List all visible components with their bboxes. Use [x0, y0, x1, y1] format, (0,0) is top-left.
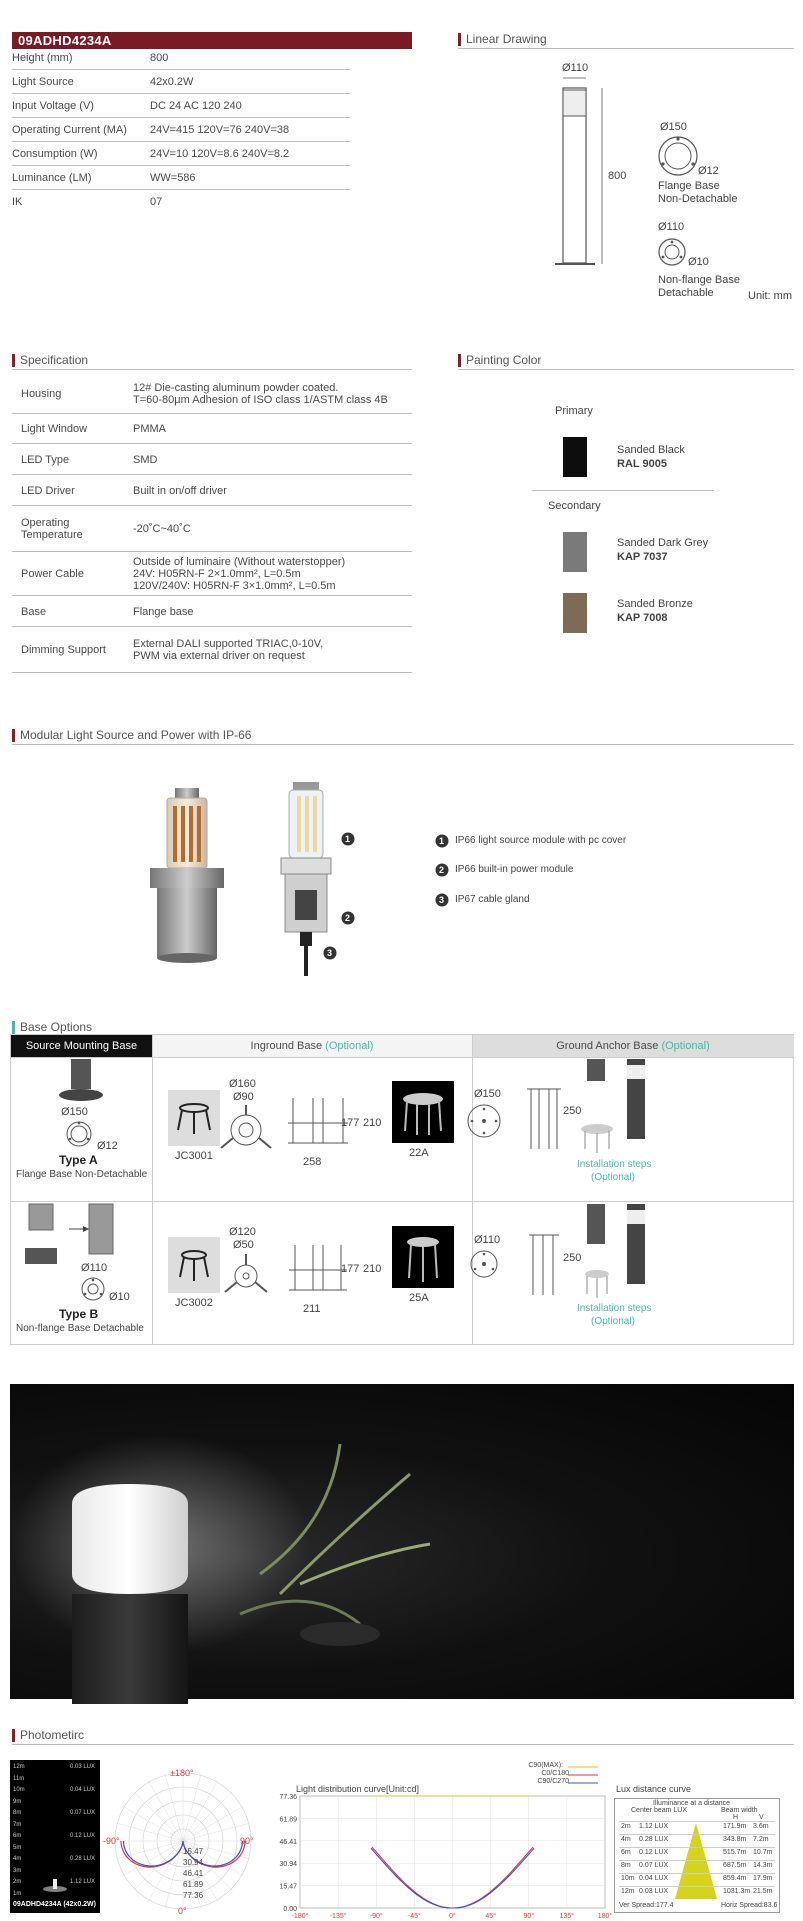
- polar-spoke: [115, 1823, 183, 1841]
- jc3001-dim2: Ø90: [233, 1091, 254, 1103]
- anchor-22a-code: 22A: [409, 1147, 429, 1159]
- header-text: Ground Anchor Base: [556, 1040, 662, 1052]
- y-tick-label: 30.94: [279, 1861, 297, 1869]
- installation-optional-label: (Optional): [591, 1316, 635, 1327]
- primary-label: Primary: [555, 405, 593, 417]
- ladder-distance: 7m: [13, 1821, 22, 1828]
- beam-h: 687.5m: [723, 1862, 747, 1869]
- swatch-dark-grey: [563, 532, 587, 572]
- beam-h: 515.7m: [723, 1849, 747, 1856]
- divider: [12, 369, 412, 370]
- module-item-label: IP66 built-in power module: [455, 864, 574, 875]
- type-a-flange-icon: [64, 1119, 94, 1149]
- spec-row: [12, 596, 412, 627]
- jc3001-h1: 177: [341, 1117, 360, 1129]
- curve-legend-swatch: [568, 1772, 598, 1778]
- curve-legend-label: C90(MAX):: [528, 1762, 563, 1769]
- beam-h: 1031.3m: [723, 1888, 751, 1895]
- module-item-number: 3: [439, 895, 445, 905]
- header-inground: [152, 1035, 472, 1057]
- ladder-distance: 9m: [13, 1798, 22, 1805]
- lux-row-line: [619, 1886, 775, 1887]
- x-tick-label: 0°: [449, 1913, 456, 1920]
- jc3001-top-view: [216, 1105, 276, 1155]
- spec-row: [12, 444, 412, 475]
- x-tick-label: -90°: [369, 1913, 383, 1920]
- ver-spread: Ver Spread:177.4: [619, 1902, 674, 1909]
- overview-value: 42x0.2W: [150, 76, 194, 88]
- overview-row: [12, 70, 350, 94]
- inground-base-icon: [168, 1090, 220, 1146]
- header-ground-anchor: [472, 1035, 794, 1057]
- ladder-distance: 6m: [13, 1833, 22, 1839]
- ladder-distance: 12m: [13, 1764, 25, 1770]
- lux-table-panel: [614, 1798, 780, 1913]
- lux-header: Illuminance at a distance: [653, 1800, 731, 1807]
- y-tick-label: 0.00: [283, 1906, 297, 1913]
- anchor-22a-side-view: [521, 1085, 567, 1155]
- spec-row: [12, 414, 412, 444]
- module-item-label: IP67 cable gland: [455, 894, 530, 905]
- polar-value: 15.47: [183, 1847, 204, 1856]
- spec-label: Light Window: [21, 423, 88, 435]
- polar-spoke: [165, 1773, 183, 1841]
- polar-bottom-label: 0°: [178, 1906, 187, 1916]
- base-options-table: [10, 1034, 794, 1345]
- installation-optional-label: (Optional): [591, 1172, 635, 1183]
- header-text: Inground Base: [250, 1040, 326, 1052]
- divider: [458, 48, 794, 49]
- color-name: Sanded Dark Grey: [617, 537, 709, 549]
- beam-v: 7.2m: [753, 1836, 769, 1843]
- overview-label: IK: [12, 196, 23, 208]
- callout-number: 3: [327, 948, 333, 958]
- flange-base-sublabel: Non-Detachable: [658, 193, 738, 205]
- lux-distance: 8m: [621, 1862, 631, 1869]
- spec-row: [12, 374, 412, 414]
- ladder-distance: 10m: [13, 1787, 25, 1793]
- spec-value: 120V/240V: H05RN-F 3×1.0mm², L=0.5m: [133, 580, 336, 592]
- lux-row-line: [619, 1821, 775, 1822]
- jc3001-image: [168, 1090, 220, 1146]
- color-name: Sanded Black: [617, 444, 685, 456]
- jc3002-width: 211: [303, 1303, 321, 1315]
- beam-v: 21.5m: [753, 1888, 773, 1895]
- polar-top-label: ±180°: [170, 1768, 194, 1778]
- dim-110: Ø110: [562, 62, 589, 74]
- overview-row: [12, 166, 350, 190]
- paint-title: Painting Color: [458, 354, 541, 367]
- overview-row: [12, 94, 350, 118]
- overview-label: Light Source: [12, 76, 74, 88]
- inground-base-icon: [168, 1237, 220, 1293]
- lux-value: 0.07 LUX: [639, 1862, 669, 1869]
- installation-steps-label: Installation steps: [577, 1303, 652, 1314]
- polar-left-label: -90°: [103, 1836, 120, 1846]
- dim-150: Ø150: [660, 121, 687, 133]
- jc3001-code: JC3001: [175, 1150, 213, 1162]
- installation-steps-illustration: [577, 1059, 655, 1157]
- overview-value: 24V=415 120V=76 240V=38: [150, 124, 290, 136]
- beam-h: 859.4m: [723, 1875, 747, 1882]
- curve-legend-label: C0/C180: [541, 1770, 569, 1777]
- jc3002-h1: 177: [341, 1263, 360, 1275]
- ladder-distance: 2m: [13, 1879, 22, 1885]
- spec-row: [12, 627, 412, 673]
- spec-value: External DALI supported TRIAC,0-10V,: [133, 638, 324, 650]
- anchor-25a-dim: Ø110: [474, 1234, 501, 1246]
- swatch-black: [563, 437, 587, 477]
- ground-anchor-icon: [392, 1226, 454, 1288]
- module-item-label: IP66 light source module with pc cover: [455, 835, 627, 846]
- module-item-number: 1: [439, 836, 445, 846]
- anchor-25a-image: [392, 1226, 454, 1288]
- overview-label: Input Voltage (V): [12, 100, 94, 112]
- optional-tag: (Optional): [325, 1040, 374, 1052]
- overview-row: [12, 46, 350, 70]
- beam-v: 3.6m: [753, 1823, 769, 1830]
- x-tick-label: -180°: [291, 1913, 309, 1920]
- jc3002-image: [168, 1237, 220, 1293]
- ladder-lux: 0.28 LUX: [70, 1856, 96, 1862]
- installation-steps-illustration: [577, 1204, 655, 1302]
- x-tick-label: -135°: [329, 1913, 347, 1920]
- type-b-dim-10: Ø10: [109, 1291, 130, 1303]
- polar-spoke: [183, 1806, 244, 1841]
- lux-header-beam: Beam width: [721, 1807, 758, 1814]
- ladder-distance: 3m: [13, 1867, 22, 1874]
- overview-value: 07: [150, 196, 163, 208]
- spec-value: PMMA: [133, 423, 166, 435]
- x-tick-label: -45°: [407, 1913, 421, 1920]
- divider: [532, 490, 714, 491]
- light-beam-icon: [40, 1875, 70, 1895]
- ladder-distance: 5m: [13, 1844, 22, 1851]
- polar-value: 61.89: [183, 1880, 204, 1889]
- divider: [12, 1744, 794, 1745]
- flange-base-label: Flange Base: [658, 180, 720, 192]
- unit-label: Unit: mm: [748, 290, 792, 302]
- spec-value: T=60-80μm Adhesion of ISO class 1/ASTM class 4B: [133, 394, 388, 406]
- anchor-25a-height: 250: [563, 1252, 582, 1264]
- type-b-name: Type B: [59, 1307, 99, 1321]
- modular-title: Modular Light Source and Power with IP-66: [12, 729, 251, 742]
- product-photo: [10, 1384, 794, 1699]
- spec-value: -20˚C~40˚C: [133, 523, 191, 535]
- y-tick-label: 15.47: [279, 1883, 297, 1891]
- divider: [472, 1035, 473, 1345]
- overview-row: [12, 142, 350, 166]
- module-item-number: 2: [439, 865, 445, 875]
- jc3002-code: JC3002: [175, 1297, 213, 1309]
- spec-title: Specification: [12, 354, 88, 367]
- polar-spoke: [183, 1773, 201, 1841]
- lux-value: 0.28 LUX: [639, 1836, 669, 1843]
- divider: [152, 1035, 153, 1345]
- overview-label: Consumption (W): [12, 148, 98, 160]
- y-tick-label: 46.41: [279, 1838, 297, 1846]
- jc3002-top-view: [219, 1252, 273, 1298]
- overview-label: Operating Current (MA): [12, 124, 127, 136]
- curve-legend-label: C90/C270: [537, 1778, 569, 1785]
- ladder-lux: 0.07 LUX: [70, 1810, 96, 1816]
- anchor-25a-top-view: [467, 1247, 501, 1281]
- callout-number: 2: [345, 913, 351, 923]
- ladder-distance: 1m: [13, 1890, 22, 1897]
- jc3001-width: 258: [303, 1156, 322, 1168]
- ladder-distance: 11m: [13, 1775, 25, 1782]
- spec-value: Flange base: [133, 605, 194, 618]
- overview-label: Luminance (LM): [12, 172, 92, 184]
- spec-row: [12, 506, 412, 552]
- ladder-distance: 8m: [13, 1810, 22, 1816]
- beam-v: 14.3m: [753, 1862, 773, 1869]
- callout-number: 1: [345, 834, 351, 844]
- bollard-outline: [540, 60, 620, 275]
- spec-label: Base: [21, 605, 47, 618]
- spec-value: SMD: [133, 453, 158, 466]
- type-a-dim-150: Ø150: [61, 1106, 88, 1118]
- lux-cone-icon: [671, 1821, 721, 1901]
- spec-label: Power Cable: [21, 568, 84, 580]
- lux-value: 0.04 LUX: [639, 1875, 669, 1882]
- nonflange-base-sublabel: Detachable: [658, 287, 714, 299]
- spec-value: 24V: H05RN-F 2×1.0mm², L=0.5m: [133, 568, 301, 580]
- spec-label: Dimming Support: [21, 644, 106, 656]
- lux-curve-title: Lux distance curve: [616, 1784, 692, 1794]
- divider: [458, 369, 794, 370]
- base-title: Base Options: [12, 1021, 92, 1034]
- lux-row-line: [619, 1847, 775, 1848]
- spec-label: Operating: [21, 517, 70, 529]
- polar-right-label: 90°: [240, 1836, 254, 1846]
- linear-title: Linear Drawing: [458, 33, 547, 46]
- dim-12: Ø12: [698, 165, 719, 177]
- lux-value: 0.03 LUX: [639, 1888, 669, 1895]
- lux-distance: 12m: [621, 1888, 635, 1895]
- color-code: RAL 9005: [617, 458, 667, 470]
- spec-label: LED Type: [21, 453, 70, 466]
- overview-value: DC 24 AC 120 240: [150, 100, 242, 112]
- spec-row: [12, 552, 412, 596]
- polar-spoke: [165, 1841, 183, 1909]
- x-tick-label: 180°: [597, 1913, 613, 1920]
- lux-row-line: [619, 1834, 775, 1835]
- photometric-title: Photometirc: [12, 1729, 84, 1742]
- ladder-lux: 0.03 LUX: [70, 1764, 96, 1770]
- lux-header-v: V: [759, 1814, 764, 1821]
- anchor-22a-dim: Ø150: [474, 1088, 501, 1100]
- type-a-bollard-illustration: [56, 1059, 106, 1105]
- ground-anchor-icon: [392, 1081, 454, 1143]
- lux-value: 0.12 LUX: [639, 1849, 669, 1856]
- dim-110b: Ø110: [658, 221, 685, 233]
- anchor-25a-code: 25A: [409, 1292, 429, 1304]
- color-code: KAP 7008: [617, 612, 668, 624]
- overview-row: [12, 118, 350, 142]
- spec-value: PWM via external driver on request: [133, 650, 305, 662]
- divider: [11, 1057, 793, 1058]
- type-a-dim-12: Ø12: [97, 1140, 118, 1152]
- curve-legend-swatch: [568, 1764, 598, 1770]
- polar-value: 30.94: [183, 1858, 204, 1867]
- lux-value: 1.12 LUX: [639, 1823, 669, 1830]
- ladder-lux: 0.12 LUX: [70, 1833, 96, 1839]
- nonflange-base-icon: [656, 236, 688, 268]
- nonflange-base-label: Non-flange Base: [658, 274, 740, 286]
- anchor-22a-top-view: [464, 1101, 504, 1141]
- polar-value: 46.41: [183, 1869, 204, 1878]
- divider: [12, 744, 794, 745]
- lux-distance: 4m: [621, 1836, 631, 1843]
- polar-spoke: [122, 1806, 183, 1841]
- y-tick-label: 77.36: [279, 1794, 297, 1801]
- y-tick-label: 61.89: [279, 1816, 297, 1824]
- spec-value: Built in on/off driver: [133, 484, 227, 497]
- color-name: Sanded Bronze: [617, 598, 693, 610]
- lux-distance: 6m: [621, 1849, 631, 1856]
- lux-ladder-panel: [10, 1760, 100, 1913]
- type-a-name: Type A: [59, 1153, 98, 1167]
- hor-spread: Horiz Spread:83.6: [721, 1902, 778, 1909]
- type-b-desc: Non-flange Base Detachable: [16, 1323, 144, 1334]
- optional-tag: (Optional): [661, 1040, 710, 1052]
- lux-header-center: Center beam LUX: [631, 1807, 688, 1814]
- curve-title: Light distribution curve[Unit:cd]: [296, 1784, 420, 1794]
- spec-value: Outside of luminaire (Without waterstopper): [133, 556, 346, 568]
- beam-v: 17.9m: [753, 1875, 773, 1882]
- spec-label: LED Driver: [21, 484, 75, 497]
- spec-label-2: Temperature: [21, 529, 83, 541]
- curve-legend-swatch: [568, 1780, 598, 1786]
- lux-distance: 10m: [621, 1875, 635, 1882]
- overview-label: Height (mm): [12, 52, 73, 64]
- dim-10: Ø10: [688, 256, 709, 268]
- flange-base-icon: [656, 134, 700, 178]
- spec-row: [12, 475, 412, 506]
- beam-h: 343.8m: [723, 1836, 747, 1843]
- x-tick-label: 90°: [523, 1913, 535, 1920]
- night-scene: [10, 1384, 794, 1699]
- jc3002-dim1: Ø120: [229, 1226, 256, 1238]
- jc3002-dim2: Ø50: [233, 1239, 254, 1251]
- x-tick-label: 45°: [485, 1913, 496, 1920]
- light-distribution-chart: [270, 1790, 613, 1920]
- secondary-label: Secondary: [548, 500, 601, 512]
- spec-value: 12# Die-casting aluminum powder coated.: [133, 382, 339, 394]
- anchor-22a-image: [392, 1081, 454, 1143]
- x-tick-label: 135°: [559, 1913, 575, 1920]
- overview-value: WW=586: [150, 172, 196, 184]
- overview-row: [12, 190, 350, 210]
- model-title: 09ADHD4234A: [12, 32, 412, 49]
- anchor-25a-side-view: [521, 1231, 567, 1301]
- ladder-lux: 1.12 LUX: [70, 1879, 96, 1885]
- swatch-bronze: [563, 593, 587, 633]
- jc3002-h2: 210: [363, 1263, 382, 1275]
- type-b-dim-110: Ø110: [81, 1262, 108, 1274]
- header-source-mounting: Source Mounting Base: [11, 1035, 152, 1057]
- ladder-lux: 0.04 LUX: [70, 1787, 96, 1793]
- ladder-distance: 4m: [13, 1856, 22, 1862]
- polar-spoke: [148, 1841, 183, 1902]
- polar-value: 77.36: [183, 1891, 204, 1900]
- lux-header-h: H: [733, 1814, 739, 1821]
- installation-steps-label: Installation steps: [577, 1159, 652, 1170]
- polar-spoke: [148, 1780, 183, 1841]
- polar-spoke: [183, 1780, 218, 1841]
- dim-800: 800: [608, 170, 627, 182]
- lux-distance: 2m: [621, 1823, 631, 1830]
- anchor-22a-height: 250: [563, 1105, 582, 1117]
- beam-v: 10.7m: [753, 1849, 773, 1856]
- ladder-model-label: 09ADHD4234A (42x0.2W): [13, 1901, 96, 1908]
- divider: [11, 1201, 793, 1202]
- beam-h: 171.9m: [723, 1823, 747, 1830]
- lux-row-line: [619, 1873, 775, 1874]
- type-a-desc: Flange Base Non-Detachable: [16, 1169, 148, 1180]
- color-code: KAP 7037: [617, 551, 668, 563]
- jc3001-dim1: Ø160: [229, 1078, 256, 1090]
- overview-value: 800: [150, 52, 169, 64]
- spec-label: Housing: [21, 388, 62, 400]
- type-b-base-icon: [79, 1275, 107, 1303]
- lux-row-line: [619, 1860, 775, 1861]
- overview-value: 24V=10 120V=8.6 240V=8.2: [150, 148, 290, 160]
- jc3001-h2: 210: [363, 1117, 382, 1129]
